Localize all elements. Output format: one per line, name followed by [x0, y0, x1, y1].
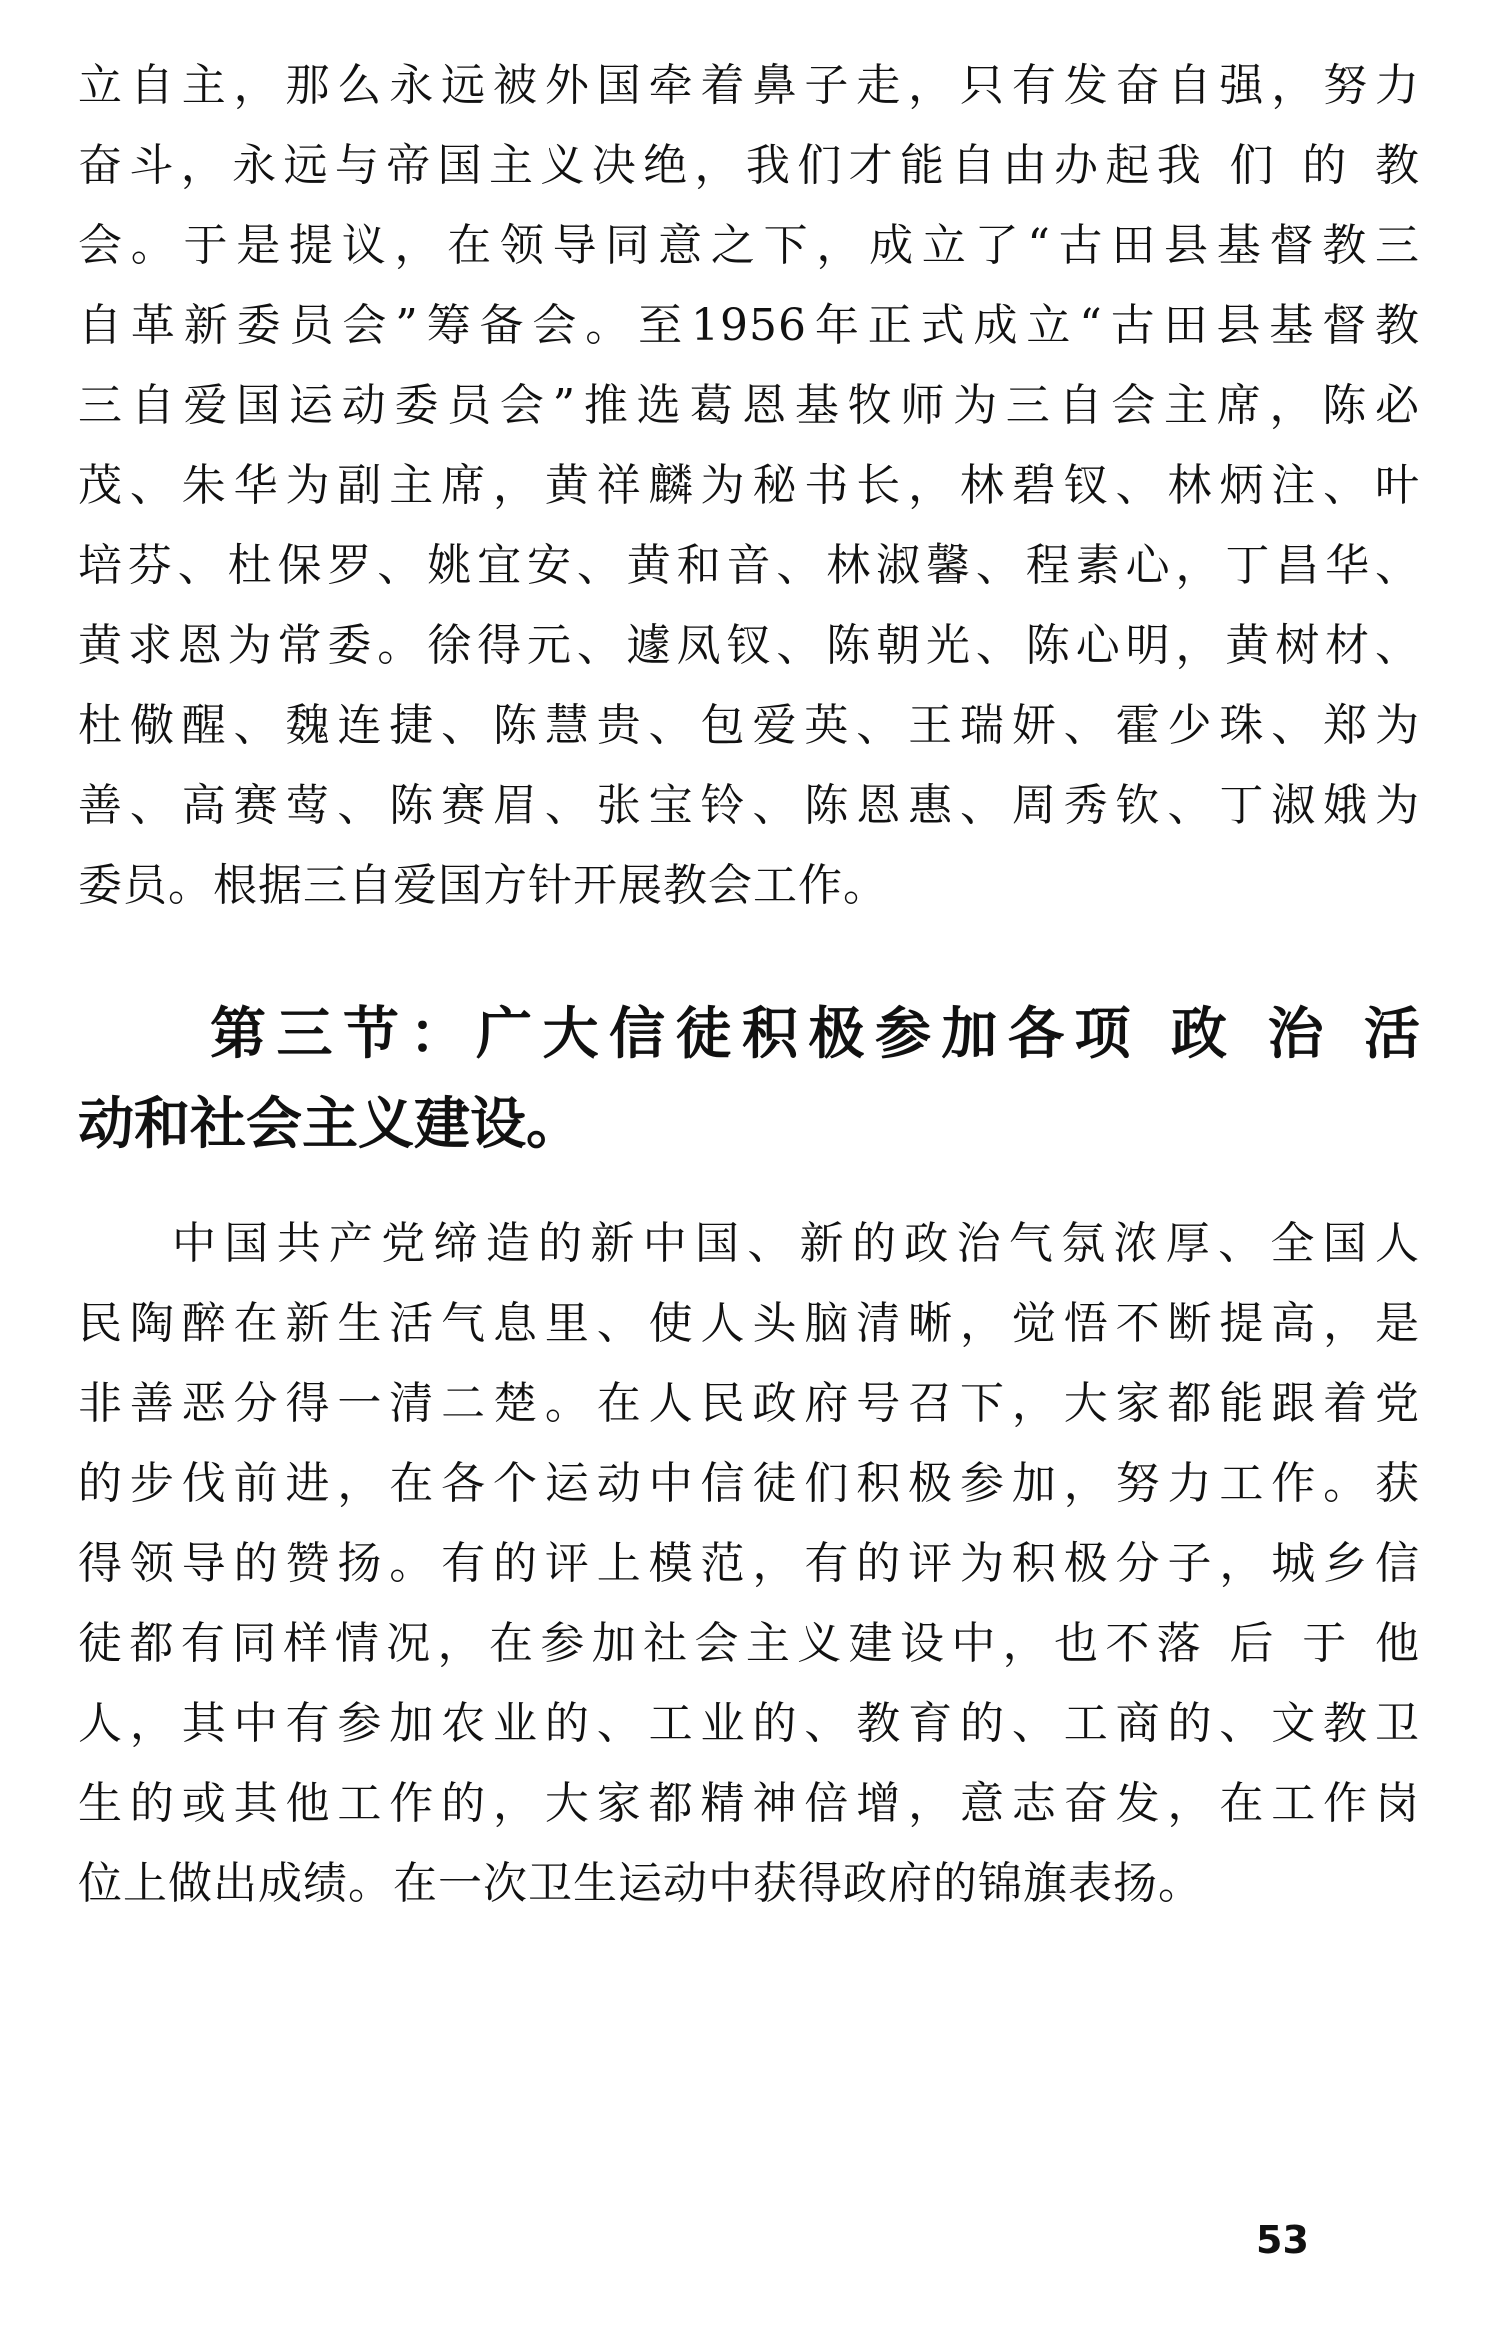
text-line: 委员。根据三自爱国方针开展教会工作。 [78, 860, 888, 911]
text-line: 奋斗，永远与帝国主义决绝，我们才能自由办起我 们 的 教 [78, 140, 1420, 191]
text-line: 培芬、杜保罗、姚宜安、黄和音、林淑馨、程素心，丁昌华、 [78, 540, 1420, 591]
text-line: 得领导的赞扬。有的评上模范，有的评为积极分子，城乡信 [78, 1538, 1420, 1589]
text-line: 三自爱国运动委员会”推选葛恩基牧师为三自会主席，陈必 [78, 380, 1420, 431]
text-line: 徒都有同样情况，在参加社会主义建设中，也不落 后 于 他 [78, 1618, 1420, 1669]
text-line: 会。于是提议，在领导同意之下，成立了“古田县基督教三 [78, 220, 1420, 271]
text-line: 立自主，那么永远被外国牵着鼻子走，只有发奋自强，努力 [78, 60, 1420, 111]
text-line: 黄求恩为常委。徐得元、遽凤钗、陈朝光、陈心明，黄树材、 [78, 620, 1420, 671]
document-page [78, 46, 1420, 1924]
text-line: 的步伐前进，在各个运动中信徒们积极参加，努力工作。获 [78, 1458, 1420, 1509]
page-number: 53 [1256, 2218, 1309, 2262]
text-line: 位上做出成绩。在一次卫生运动中获得政府的锦旗表扬。 [78, 1858, 1203, 1909]
text-line: 杜儆醒、魏连捷、陈慧贵、包爱英、王瑞妍、霍少珠、郑为 [78, 700, 1420, 751]
text-line: 茂、朱华为副主席，黄祥麟为秘书长，林碧钗、林炳注、叶 [78, 460, 1420, 511]
paragraph-top [78, 46, 1420, 926]
text-line: 生的或其他工作的，大家都精神倍增，意志奋发，在工作岗 [78, 1778, 1420, 1829]
paragraph-bottom [78, 1204, 1420, 1924]
heading-line: 动和社会主义建设。 [78, 1092, 582, 1157]
text-line: 人，其中有参加农业的、工业的、教育的、工商的、文教卫 [78, 1698, 1420, 1749]
section-heading [78, 990, 1420, 1170]
text-line: 中国共产党缔造的新中国、新的政治气氛浓厚、全国人 [172, 1218, 1420, 1269]
text-line: 民陶醉在新生活气息里、使人头脑清晰，觉悟不断提高，是 [78, 1298, 1420, 1349]
text-line: 善、高赛莺、陈赛眉、张宝铃、陈恩惠、周秀钦、丁淑娥为 [78, 780, 1420, 831]
heading-line: 第三节：广大信徒积极参加各项 政 治 活 [210, 1002, 1420, 1067]
text-line: 自革新委员会”筹备会。至1956年正式成立“古田县基督教 [78, 300, 1420, 351]
text-line: 非善恶分得一清二楚。在人民政府号召下，大家都能跟着党 [78, 1378, 1420, 1429]
